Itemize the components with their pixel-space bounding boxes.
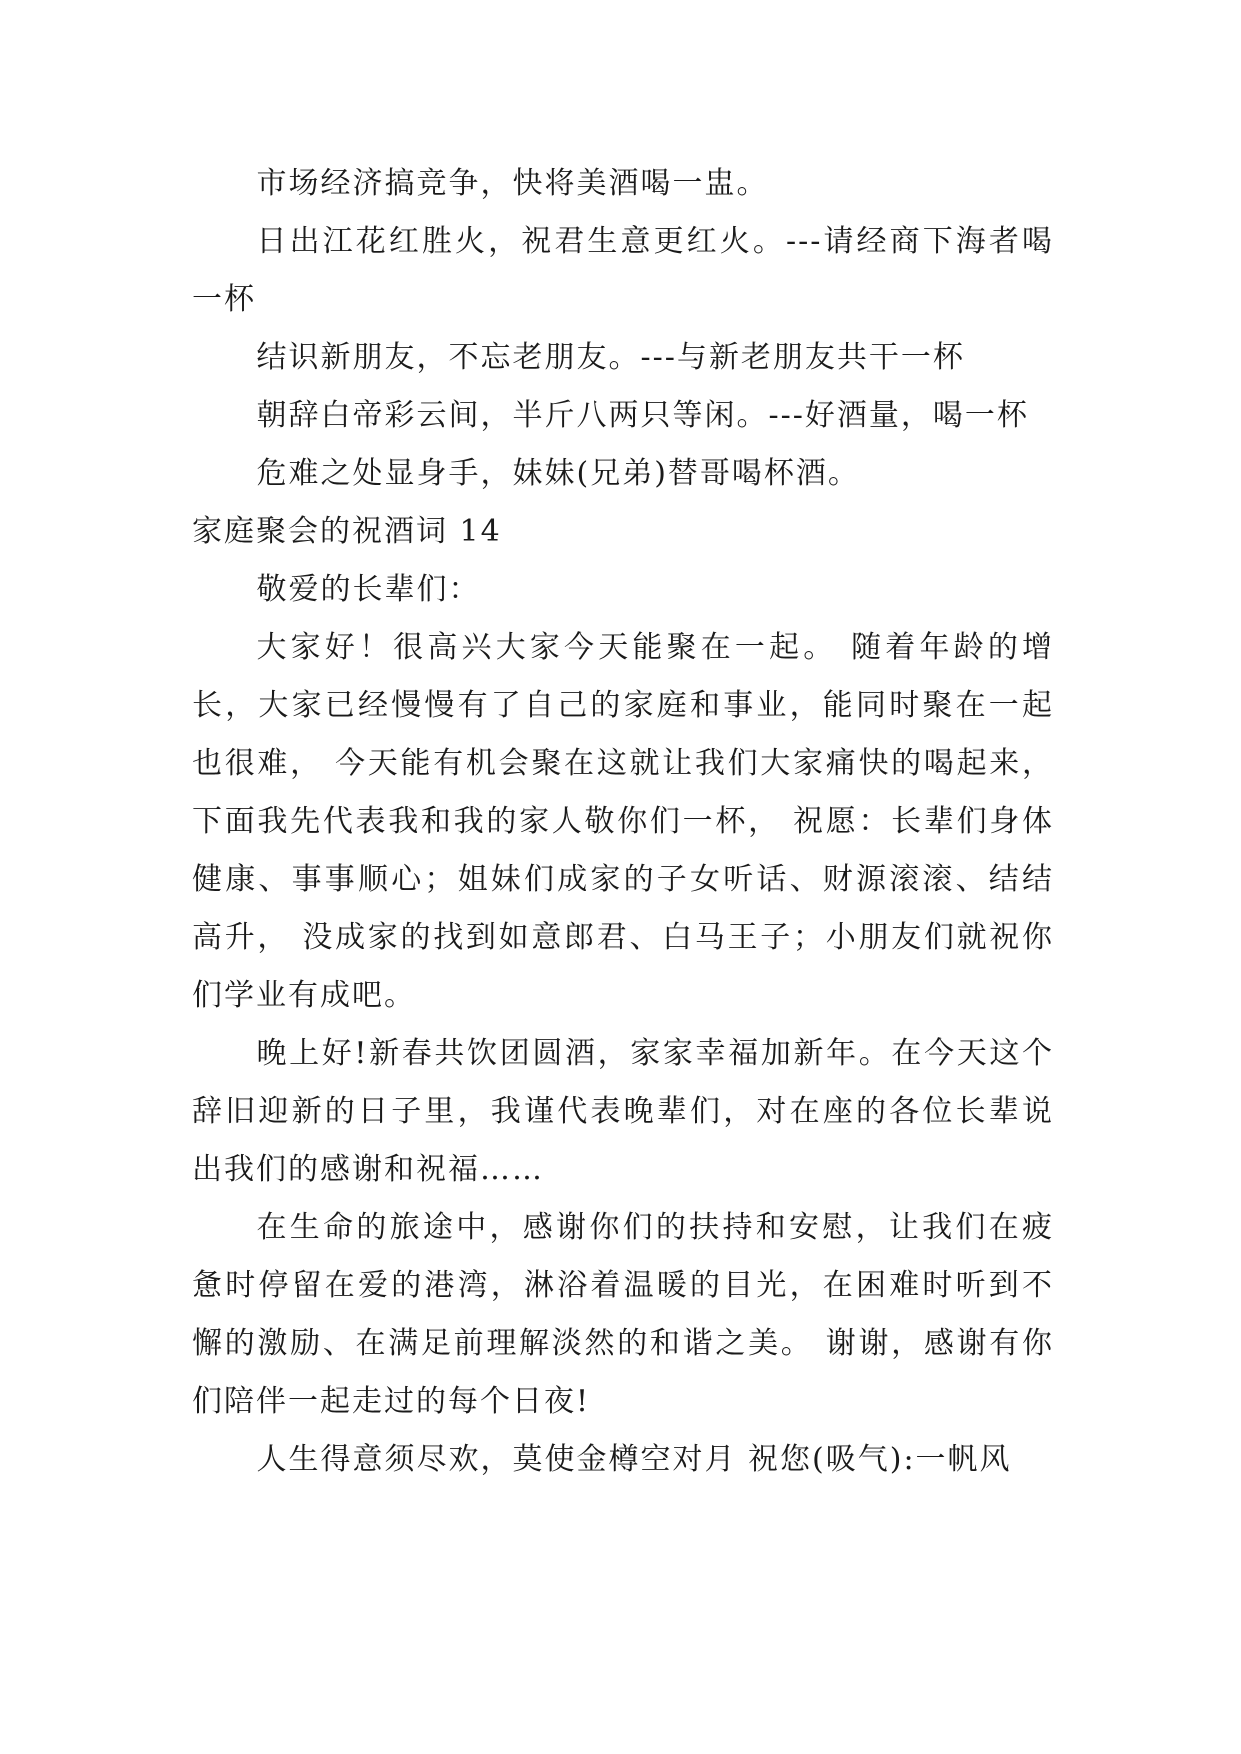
paragraph: 大家好！很高兴大家今天能聚在一起。 随着年龄的增长，大家已经慢慢有了自己的家庭和事业，能同时聚在一起也很难， 今天能有机会聚在这就让我们大家痛快的喝起来，下面我先代表我和我的家人敬你们一杯， 祝愿：长辈们身体健康、事事顺心；姐妹们成家的子女听话、财源滚滚、结结高升， 没成家的找到如意郎君、白马王子；小朋友们就祝你们学业有成吧。: [192, 630, 1054, 1013]
paragraph: 结识新朋友，不忘老朋友。---与新老朋友共干一杯: [256, 340, 965, 375]
paragraph: 危难之处显身手，妹妹(兄弟)替哥喝杯酒。: [256, 456, 860, 491]
paragraph: 日出江花红胜火，祝君生意更红火。---请经商下海者喝一杯: [192, 224, 1054, 317]
salutation: 敬爱的长辈们：: [256, 572, 481, 607]
paragraph: 晚上好!新春共饮团圆酒，家家幸福加新年。在今天这个辞旧迎新的日子里，我谨代表晚辈们，对在座的各位长辈说出我们的感谢和祝福……: [192, 1036, 1054, 1187]
paragraph: 人生得意须尽欢，莫使金樽空对月 祝您(吸气):一帆风: [256, 1442, 1012, 1477]
section-heading: 家庭聚会的祝酒词 14: [192, 514, 502, 549]
paragraph: 朝辞白帝彩云间，半斤八两只等闲。---好酒量，喝一杯: [256, 398, 1029, 433]
paragraph: 市场经济搞竞争，快将美酒喝一盅。: [256, 166, 769, 201]
document-page: [192, 155, 1054, 1489]
paragraph: 在生命的旅途中，感谢你们的扶持和安慰，让我们在疲惫时停留在爱的港湾，淋浴着温暖的目光，在困难时听到不懈的激励、在满足前理解淡然的和谐之美。 谢谢，感谢有你们陪伴一起走过的每个日夜!: [192, 1210, 1054, 1419]
